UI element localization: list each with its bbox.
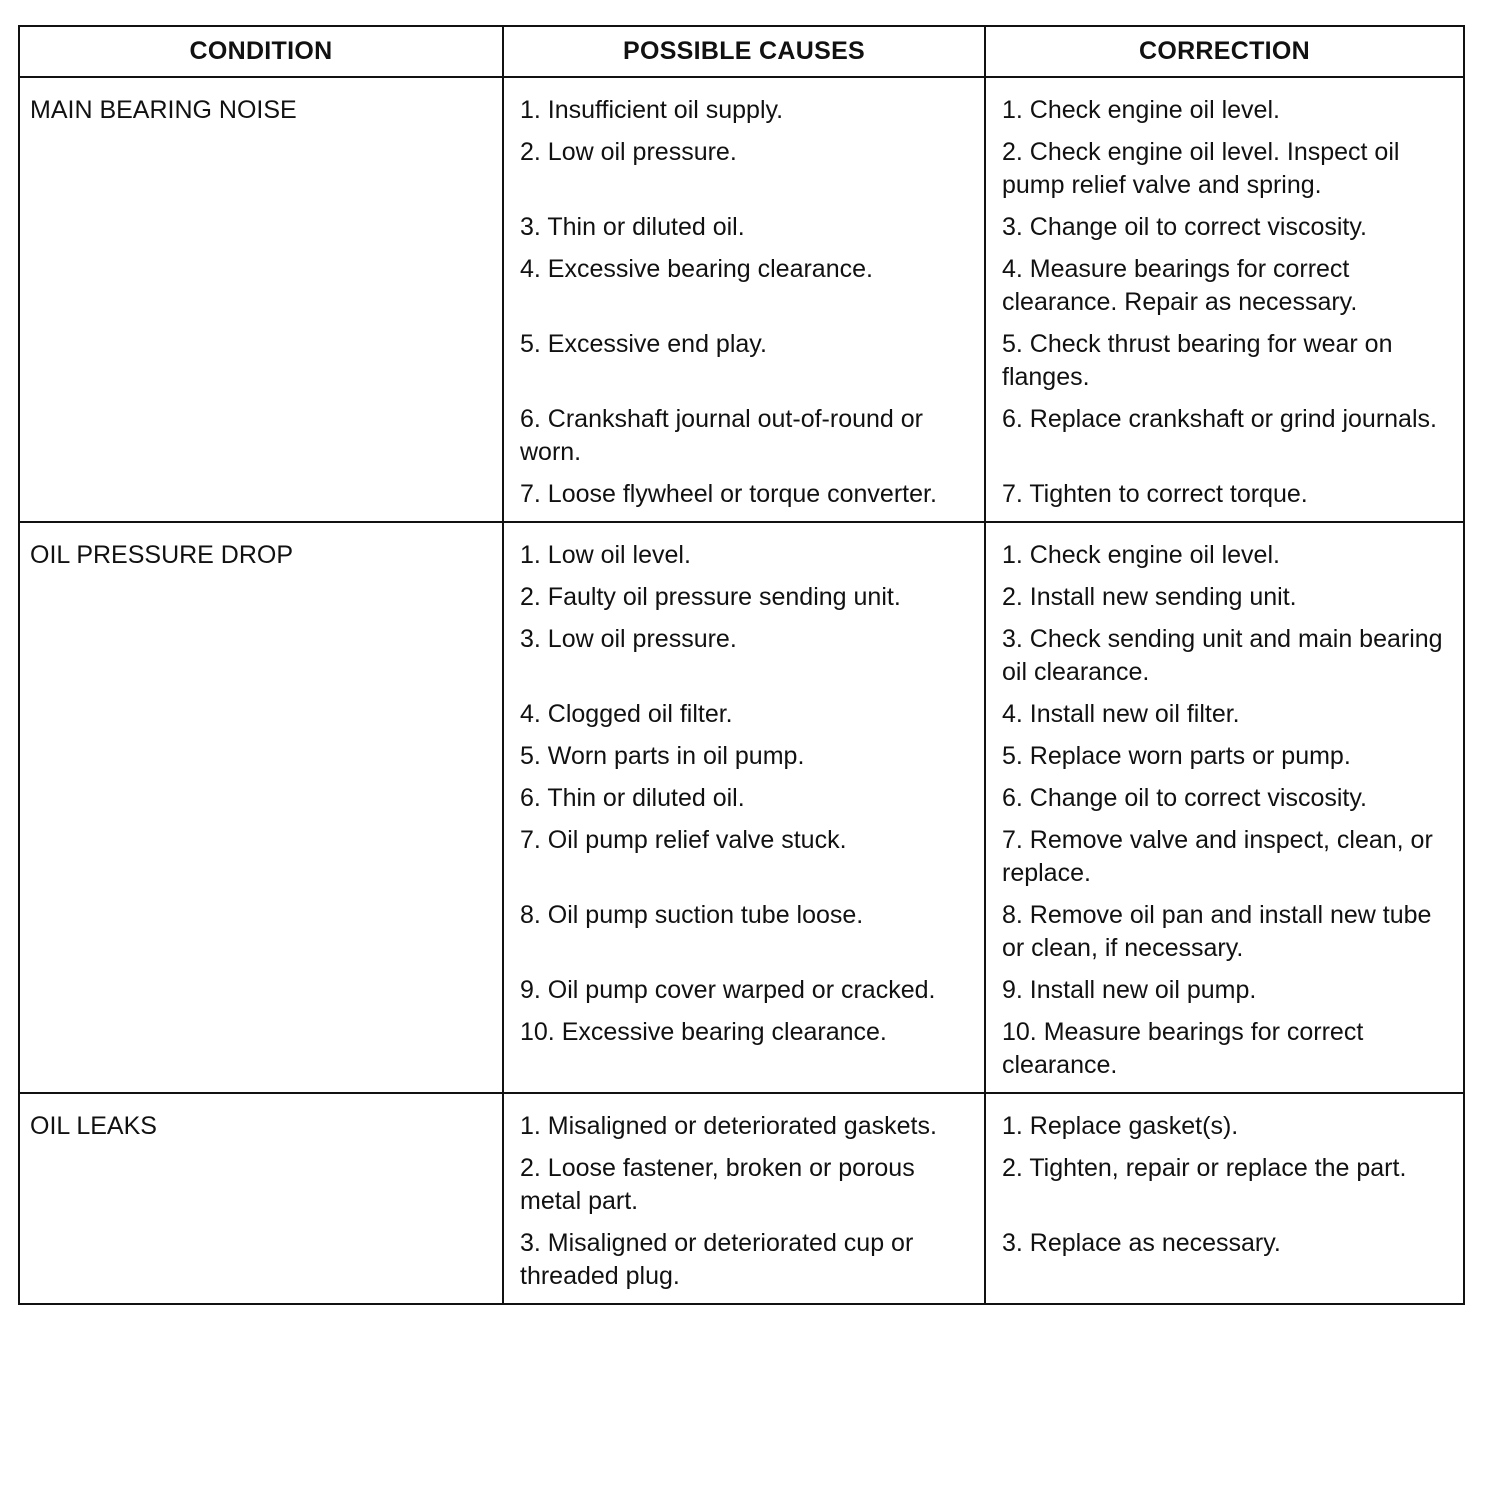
cause-item: 8. Oil pump suction tube loose. — [520, 901, 864, 929]
table-body — [20, 78, 1463, 1303]
correction-item: 1. Check engine oil level. — [1002, 96, 1280, 124]
correction-item: 4. Install new oil filter. — [1002, 700, 1240, 728]
causes-column — [502, 78, 984, 521]
cause-item: 2. Loose fastener, broken or porous metal part. — [520, 1154, 915, 1215]
cause-item: 4. Clogged oil filter. — [520, 700, 733, 728]
correction-item: 3. Change oil to correct viscosity. — [1002, 213, 1367, 241]
cause-item: 3. Low oil pressure. — [520, 625, 737, 653]
correction-item: 10. Measure bearings for correct clearance. — [1002, 1018, 1364, 1079]
correction-item: 7. Tighten to correct torque. — [1002, 480, 1308, 508]
correction-item: 3. Replace as necessary. — [1002, 1229, 1281, 1257]
correction-item: 1. Check engine oil level. — [1002, 541, 1280, 569]
cause-item: 1. Insufficient oil supply. — [520, 96, 784, 124]
correction-item: 7. Remove valve and inspect, clean, or replace. — [1002, 826, 1433, 887]
cause-item: 7. Oil pump relief valve stuck. — [520, 826, 847, 854]
correction-item: 8. Remove oil pan and install new tube or clean, if necessary. — [1002, 901, 1432, 962]
causes-column — [502, 523, 984, 1092]
cause-item: 1. Low oil level. — [520, 541, 691, 569]
correction-item: 4. Measure bearings for correct clearance. Repair as necessary. — [1002, 255, 1358, 316]
cause-item: 1. Misaligned or deteriorated gaskets. — [520, 1112, 937, 1140]
condition-label: OIL PRESSURE DROP — [30, 541, 294, 569]
correction-item: 2. Install new sending unit. — [1002, 583, 1297, 611]
corrections-column — [984, 78, 1463, 521]
correction-item: 2. Check engine oil level. Inspect oil pump relief valve and spring. — [1002, 138, 1400, 199]
cause-item: 2. Faulty oil pressure sending unit. — [520, 583, 901, 611]
correction-item: 5. Check thrust bearing for wear on flanges. — [1002, 330, 1393, 391]
condition-section — [20, 78, 1463, 523]
causes-column — [502, 1094, 984, 1303]
cause-item: 5. Worn parts in oil pump. — [520, 742, 805, 770]
cause-item: 7. Loose flywheel or torque converter. — [520, 480, 937, 508]
condition-section — [20, 523, 1463, 1094]
condition-label: OIL LEAKS — [30, 1112, 157, 1140]
cause-item: 3. Thin or diluted oil. — [520, 213, 745, 241]
cause-item: 5. Excessive end play. — [520, 330, 767, 358]
condition-section — [20, 1094, 1463, 1303]
correction-item: 3. Check sending unit and main bearing oil clearance. — [1002, 625, 1443, 686]
cause-item: 4. Excessive bearing clearance. — [520, 255, 873, 283]
correction-item: 5. Replace worn parts or pump. — [1002, 742, 1351, 770]
cause-item: 2. Low oil pressure. — [520, 138, 737, 166]
cause-item: 6. Thin or diluted oil. — [520, 784, 745, 812]
correction-item: 2. Tighten, repair or replace the part. — [1002, 1154, 1407, 1182]
table-header — [20, 27, 1463, 78]
header-possible-causes: POSSIBLE CAUSES — [502, 27, 984, 76]
condition-label: MAIN BEARING NOISE — [30, 96, 297, 124]
cause-item: 9. Oil pump cover warped or cracked. — [520, 976, 936, 1004]
corrections-column — [984, 523, 1463, 1092]
correction-item: 6. Replace crankshaft or grind journals. — [1002, 405, 1437, 433]
corrections-column — [984, 1094, 1463, 1303]
header-condition: CONDITION — [189, 37, 333, 65]
correction-item: 6. Change oil to correct viscosity. — [1002, 784, 1367, 812]
diagnosis-table — [18, 25, 1465, 1305]
header-correction: CORRECTION — [984, 27, 1463, 76]
cause-item: 6. Crankshaft journal out-of-round or worn. — [520, 405, 923, 466]
correction-item: 1. Replace gasket(s). — [1002, 1112, 1239, 1140]
cause-item: 10. Excessive bearing clearance. — [520, 1018, 887, 1046]
cause-item: 3. Misaligned or deteriorated cup or threaded plug. — [520, 1229, 914, 1290]
correction-item: 9. Install new oil pump. — [1002, 976, 1257, 1004]
